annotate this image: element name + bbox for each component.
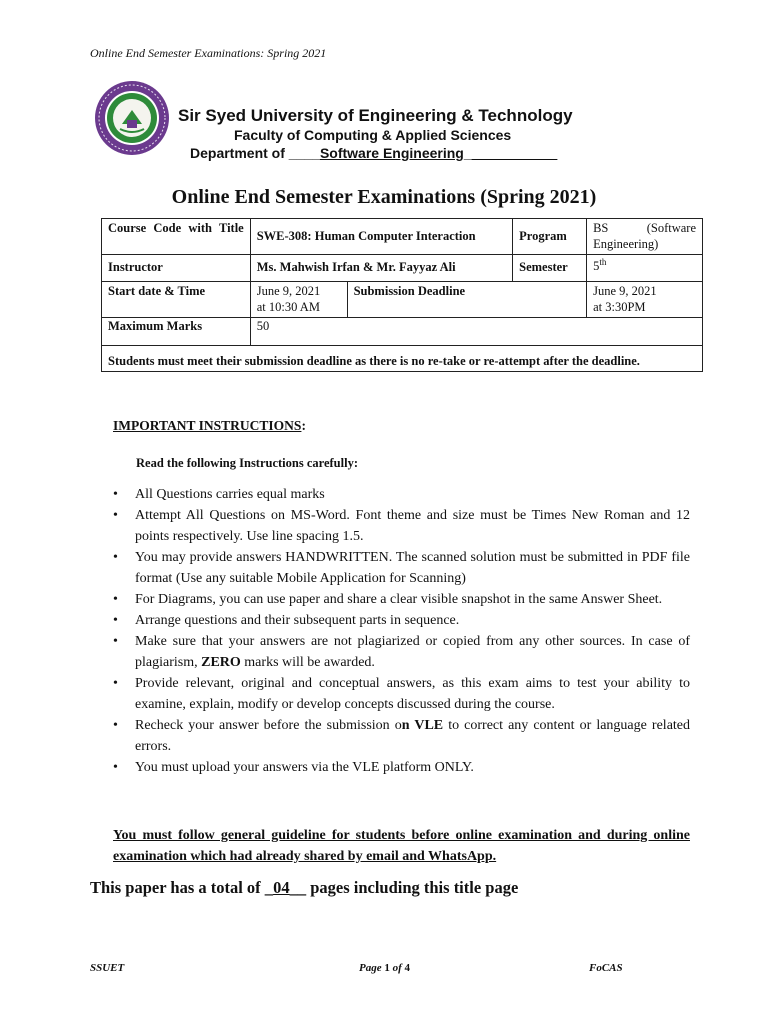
list-item-text: Make sure that your answers are not plagiarized or copied from any other sources. In case of plagiarism, (135, 634, 690, 670)
footer-page-label: Page (359, 962, 382, 974)
deadline-time: at 3:30PM (593, 299, 646, 314)
footer-page-current: 1 (384, 962, 390, 974)
list-item (113, 631, 690, 673)
list-item-text: Recheck your answer before the submission o (135, 718, 402, 733)
table-row (102, 219, 703, 255)
course-label: Course Code with Title (102, 219, 251, 255)
page-count-pre: This paper has a total of _ (90, 878, 274, 897)
instructor-value: Ms. Mahwish Irfan & Mr. Fayyaz Ali (250, 255, 512, 282)
marks-value: 50 (250, 318, 702, 346)
semester-label: Semester (513, 255, 587, 282)
instructions-heading-colon: : (301, 418, 306, 433)
instructions-list (113, 484, 690, 778)
instructions-heading (113, 418, 306, 434)
university-seal-logo (94, 80, 170, 156)
semester-sup: th (599, 257, 607, 268)
footer-left: SSUET (90, 962, 125, 974)
list-item: • Attempt All Questions on MS-Word. Font theme and size must be Times New Roman and 12 points respectively. Use line spacing 1.5. (113, 505, 690, 547)
start-date: June 9, 2021 (256, 283, 321, 298)
exam-title: Online End Semester Examinations (Spring 2021) (171, 186, 597, 208)
list-item (113, 715, 690, 757)
program-value: BS (Software Engineering) (587, 219, 703, 255)
university-name: Sir Syed University of Engineering & Technology (178, 106, 573, 125)
footer-page-of: of (392, 962, 402, 974)
page-count-post: __ pages including this title page (289, 878, 519, 897)
table-row (102, 255, 703, 282)
list-item: • You must upload your answers via the VLE platform ONLY. (113, 757, 690, 778)
list-item: • Arrange questions and their subsequent parts in sequence. (113, 610, 690, 631)
course-value: SWE-308: Human Computer Interaction (250, 219, 512, 255)
list-item-bold: n VLE (401, 718, 444, 733)
footer-page-number (359, 962, 410, 974)
faculty-name: Faculty of Computing & Applied Sciences (234, 127, 512, 143)
list-item-text: marks will be awarded. (244, 655, 375, 670)
deadline-label: Submission Deadline (347, 281, 587, 317)
program-label: Program (513, 219, 587, 255)
marks-label: Maximum Marks (102, 318, 251, 346)
deadline-notice: Students must meet their submission deadline as there is no re-take or re-attempt after the deadline. (102, 345, 703, 372)
exam-info-table (101, 218, 703, 372)
list-item: • You may provide answers HANDWRITTEN. The scanned solution must be submitted in PDF file format (Use any suitable Mobile Application for Scanning) (113, 547, 690, 589)
list-item: • Provide relevant, original and conceptual answers, as this exam aims to test your ability to examine, explain, modify or develop concepts discussed during the course. (113, 673, 690, 715)
deadline-cell (587, 281, 703, 317)
list-item-bold: ZERO (201, 655, 241, 670)
start-cell (250, 281, 347, 317)
instructor-label: Instructor (102, 255, 251, 282)
department-line (190, 145, 557, 161)
start-time: at 10:30 AM (256, 299, 320, 314)
department-label: Department of ____ (190, 145, 320, 161)
list-item: • All Questions carries equal marks (113, 484, 690, 505)
read-carefully: Read the following Instructions carefully: (136, 456, 358, 470)
table-row (102, 318, 703, 346)
table-row (102, 281, 703, 317)
department-value: Software Engineering (319, 145, 464, 161)
list-item: • For Diagrams, you can use paper and share a clear visible snapshot in the same Answer Sheet. (113, 589, 690, 610)
semester-cell (587, 255, 703, 282)
footer-page-total: 4 (404, 962, 411, 974)
page-count-number: 04 (273, 878, 290, 897)
instructions-heading-text: IMPORTANT INSTRUCTIONS (113, 418, 302, 433)
page-count-line (90, 878, 518, 898)
table-row (102, 345, 703, 372)
footer-right: FoCAS (589, 962, 623, 974)
general-guideline: You must follow general guideline for students before online examination and during online examination which had already shared by email and WhatsApp. (113, 828, 690, 864)
department-trail: _ (463, 145, 472, 161)
start-label: Start date & Time (102, 281, 251, 317)
running-header: Online End Semester Examinations: Spring 2021 (90, 46, 327, 60)
list-item-text: to correct any content or language related errors. (135, 718, 691, 754)
deadline-date: June 9, 2021 (593, 283, 657, 298)
semester-value: 5 (593, 259, 600, 274)
department-blank: ___________ (471, 145, 558, 161)
